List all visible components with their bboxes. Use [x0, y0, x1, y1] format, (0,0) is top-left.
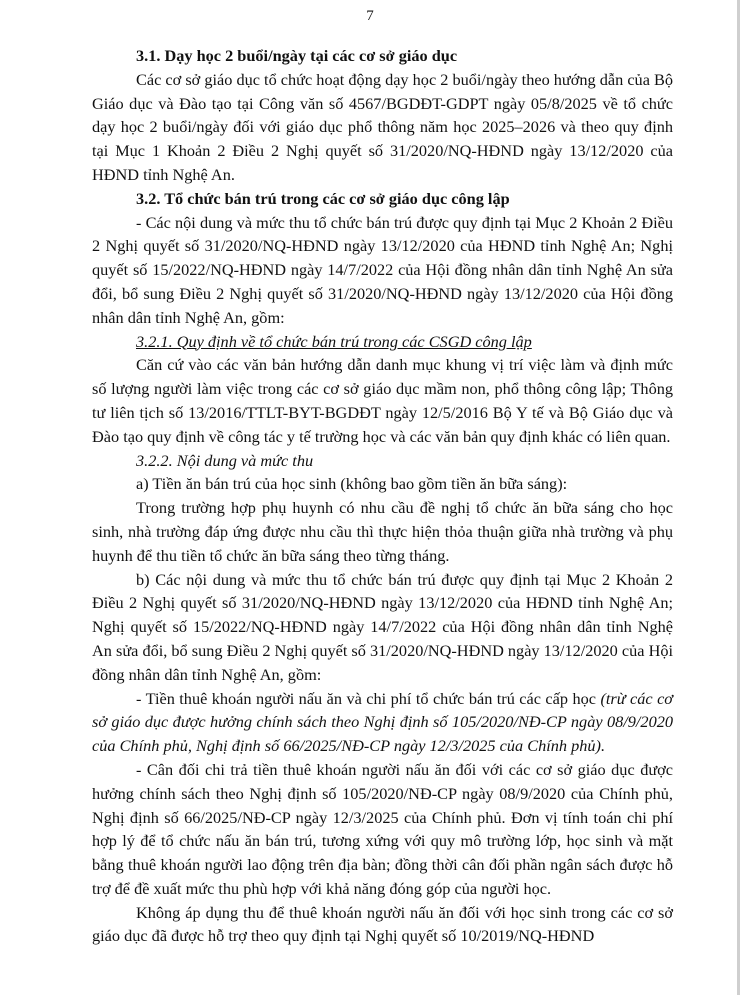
- item-a: a) Tiền ăn bán trú của học sinh (không bao gồm tiền ăn bữa sáng):: [136, 474, 568, 494]
- bullet-1-note: (trừ các cơ sở giáo dục được hưởng chính sách theo Nghị định số 105/2020/NĐ-CP ngày 08/9/2020 của Chính phủ, Nghị định số 66/2025/NĐ-CP ngày 12/3/2025 của Chính phủ).: [92, 688, 674, 756]
- paragraph-3-2: - Các nội dung và mức thu tổ chức bán trú được quy định tại Mục 2 Khoản 2 Điều 2 Nghị quyết số 31/2020/NQ-HĐND ngày 13/12/2020 của HĐND tỉnh Nghệ An; Nghị quyết số 15/2022/NQ-HĐND ngày 14/7/2022 của Hội đồng nhân dân tỉnh Nghệ An sửa đổi, bổ sung Điều 2 Nghị quyết số 31/2020/NQ-HĐND ngày 13/12/2020 của Hội đồng nhân dân tỉnh Nghệ An, gồm:: [92, 212, 673, 327]
- paragraph-3-1: Các cơ sở giáo dục tổ chức hoạt động dạy học 2 buổi/ngày theo hướng dẫn của Bộ Giáo dục và Đào tạo tại Công văn số 4567/BGDĐT-GDPT ngày 05/8/2025 về tổ chức dạy học 2 buổi/ngày đối với giáo dục phổ thông năm học 2025–2026 và theo quy định tại Mục 1 Khoản 2 Điều 2 Nghị quyết số 31/2020/NQ-HĐND ngày 13/12/2020 của HĐND tỉnh Nghệ An.: [92, 69, 673, 184]
- item-b: b) Các nội dung và mức thu tổ chức bán trú được quy định tại Mục 2 Khoản 2 Điều 2 Nghị quyết số 31/2020/NQ-HĐND ngày 13/12/2020 của HĐND tỉnh Nghệ An; Nghị quyết số 15/2022/NQ-HĐND ngày 14/7/2022 của Hội đồng nhân dân tỉnh Nghệ An sửa đổi, bổ sung Điều 2 Nghị quyết số 31/2020/NQ-HĐND ngày 13/12/2020 của Hội đồng nhân dân tỉnh Nghệ An, gồm:: [92, 569, 673, 684]
- paragraph-item-a: Trong trường hợp phụ huynh có nhu cầu đề nghị tổ chức ăn bữa sáng cho học sinh, nhà trường đáp ứng được nhu cầu thì thực hiện thỏa thuận giữa nhà trường và phụ huynh để thu tiền tổ chức ăn bữa sáng theo từng tháng.: [92, 498, 673, 565]
- heading-3-2: 3.2. Tổ chức bán trú trong các cơ sở giáo dục công lập: [136, 188, 510, 208]
- page-number: 7: [366, 8, 374, 24]
- paragraph-3-2-1: Căn cứ vào các văn bản hướng dẫn danh mục khung vị trí việc làm và định mức số lượng người làm việc trong các cơ sở giáo dục mầm non, phổ thông công lập; Thông tư liên tịch số 13/2016/TTLT-BYT-BGDĐT ngày 12/5/2016 Bộ Y tế và Bộ Giáo dục và Đào tạo quy định về công tác y tế trường học và các văn bản quy định khác có liên quan.: [92, 355, 673, 446]
- bullet-1: [92, 687, 673, 758]
- document-body: [92, 44, 673, 948]
- heading-3-2-2: 3.2.2. Nội dung và mức thu: [136, 450, 314, 470]
- heading-3-1: 3.1. Dạy học 2 buổi/ngày tại các cơ sở giáo dục: [136, 46, 458, 65]
- bullet-1-text: - Tiền thuê khoán người nấu ăn và chi phí tổ chức bán trú các cấp học: [136, 688, 601, 708]
- paragraph-last: Không áp dụng thu để thuê khoán người nấu ăn đối với học sinh trong các cơ sở giáo dục đã được hỗ trợ theo quy định tại Nghị quyết số 10/2019/NQ-HĐND: [92, 902, 673, 946]
- bullet-2: - Cân đối chi trả tiền thuê khoán người nấu ăn đối với các cơ sở giáo dục được hưởng chính sách theo Nghị định số 105/2020/NĐ-CP ngày 08/9/2020 của Chính phủ, Nghị định số 66/2025/NĐ-CP ngày 12/3/2025 của Chính phủ. Đơn vị tính toán chi phí hợp lý để tổ chức nấu ăn bán trú, tương xứng với quy mô trường lớp, học sinh và mặt bằng thuê khoán người lao động trên địa bàn; đồng thời cân đối phần ngân sách được hỗ trợ để đề xuất mức thu phù hợp với khả năng đóng góp của người học.: [92, 759, 673, 898]
- heading-3-2-1: 3.2.1. Quy định về tổ chức bán trú trong các CSGD công lập: [136, 331, 532, 351]
